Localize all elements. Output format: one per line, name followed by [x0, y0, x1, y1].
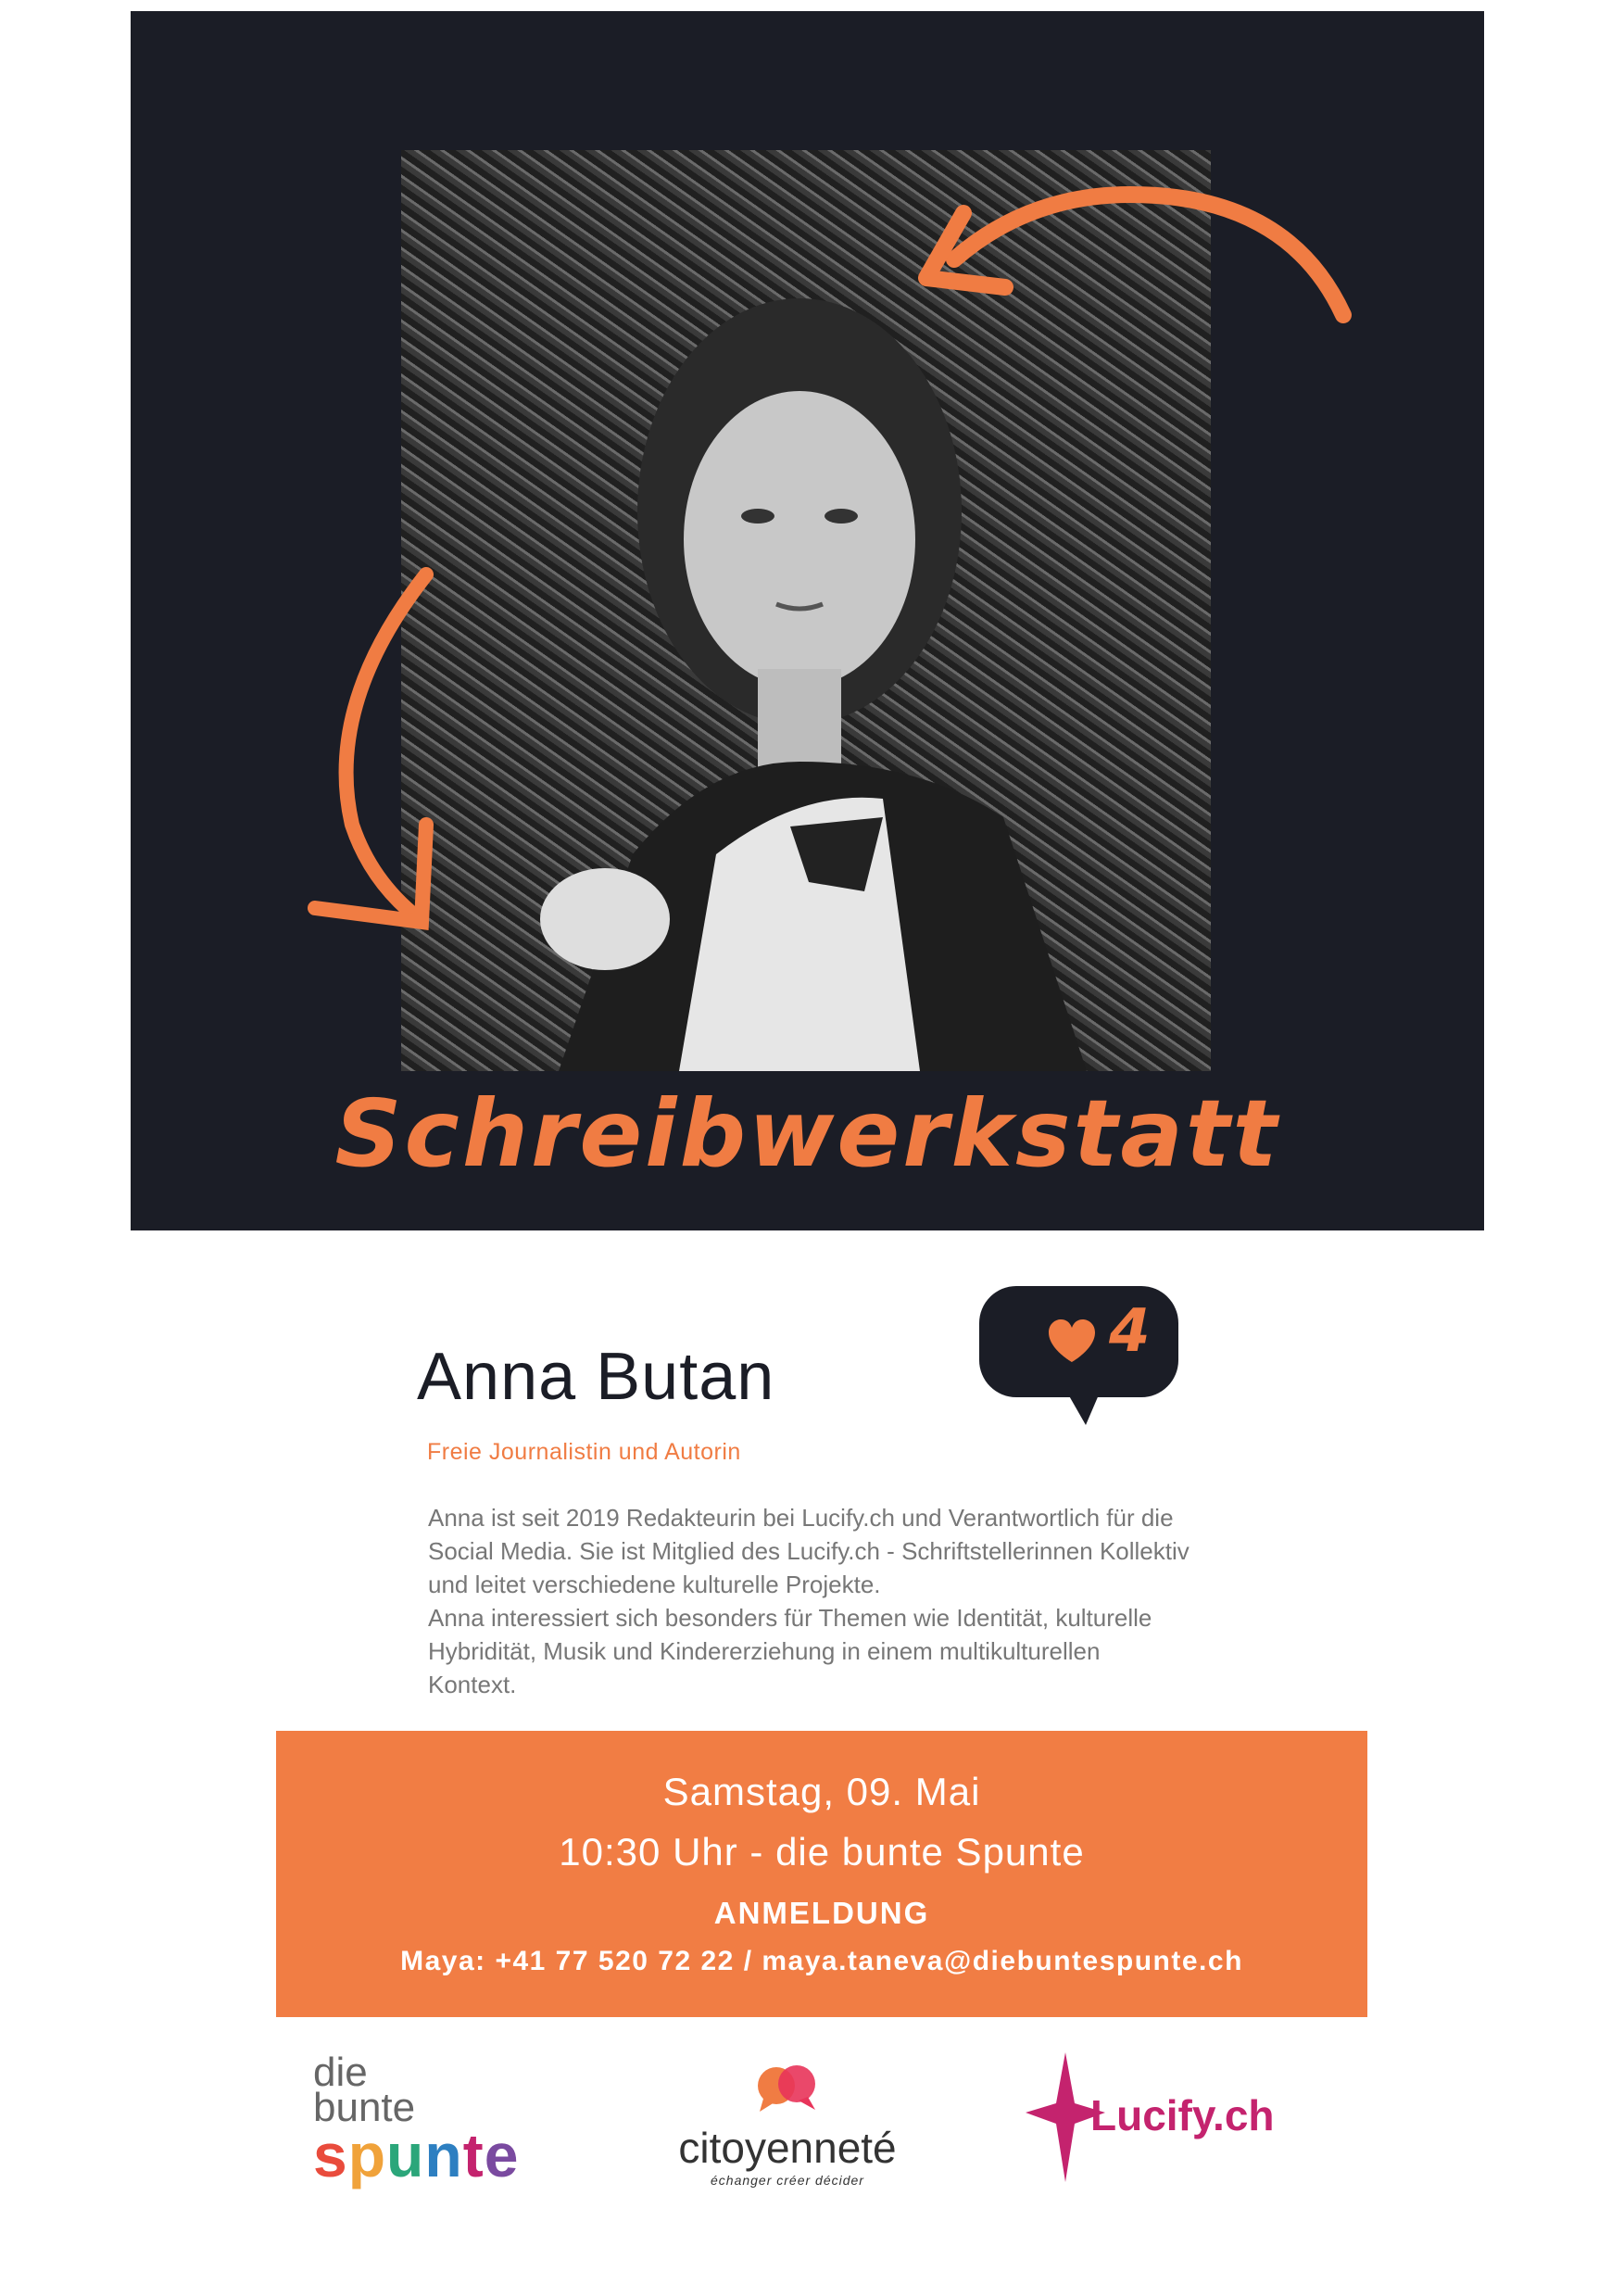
registration-contact[interactable]: Maya: +41 77 520 72 22 / maya.taneva@diebuntespunte.ch: [400, 1946, 1243, 1976]
speaker-role: Freie Journalistin und Autorin: [427, 1439, 741, 1465]
registration-heading: ANMELDUNG: [713, 1896, 930, 1930]
logo-die-bunte-spunte: [313, 2050, 526, 2194]
bio-line: Kontext.: [428, 1671, 517, 1698]
decorative-arrow-top: [917, 176, 1362, 343]
speech-bubbles-icon: [750, 2062, 825, 2113]
bio-line: Anna interessiert sich besonders für Themen wie Identität, kulturelle: [428, 1604, 1152, 1632]
speaker-bio: [428, 1501, 1317, 1701]
citoyennete-name: citoyenneté: [678, 2124, 897, 2172]
speaker-name: Anna Butan: [417, 1340, 775, 1414]
bio-line: Hybridität, Musik und Kindererziehung in einem multikulturellen: [428, 1637, 1101, 1665]
logo-citoyennete: [648, 2062, 926, 2201]
badge-number: 4: [1109, 1297, 1151, 1366]
lucify-name: Lucify.ch: [1090, 2091, 1275, 2139]
logo-spunte-line2: bunte: [313, 2085, 416, 2130]
event-date: Samstag, 09. Mai: [662, 1770, 981, 1813]
event-info-box: [276, 1731, 1367, 2017]
bio-line: Anna ist seit 2019 Redakteurin bei Lucify.ch und Verantwortlich für die: [428, 1504, 1174, 1532]
bio-line: und leitet verschiedene kulturelle Projekte.: [428, 1571, 881, 1598]
workshop-title: Schreibwerkstatt: [334, 1079, 1280, 1188]
decorative-arrow-left: [296, 565, 463, 936]
logo-spunte-line1: die: [313, 2050, 368, 2095]
logo-lucify: [1024, 2048, 1302, 2187]
logo-spunte-word: spunte: [313, 2121, 520, 2189]
event-time-place: 10:30 Uhr - die bunte Spunte: [559, 1830, 1085, 1874]
citoyennete-tagline: échanger créer décider: [711, 2173, 864, 2188]
like-badge: [975, 1268, 1188, 1434]
bio-line: Social Media. Sie ist Mitglied des Lucify.ch - Schriftstellerinnen Kollektiv: [428, 1537, 1190, 1565]
